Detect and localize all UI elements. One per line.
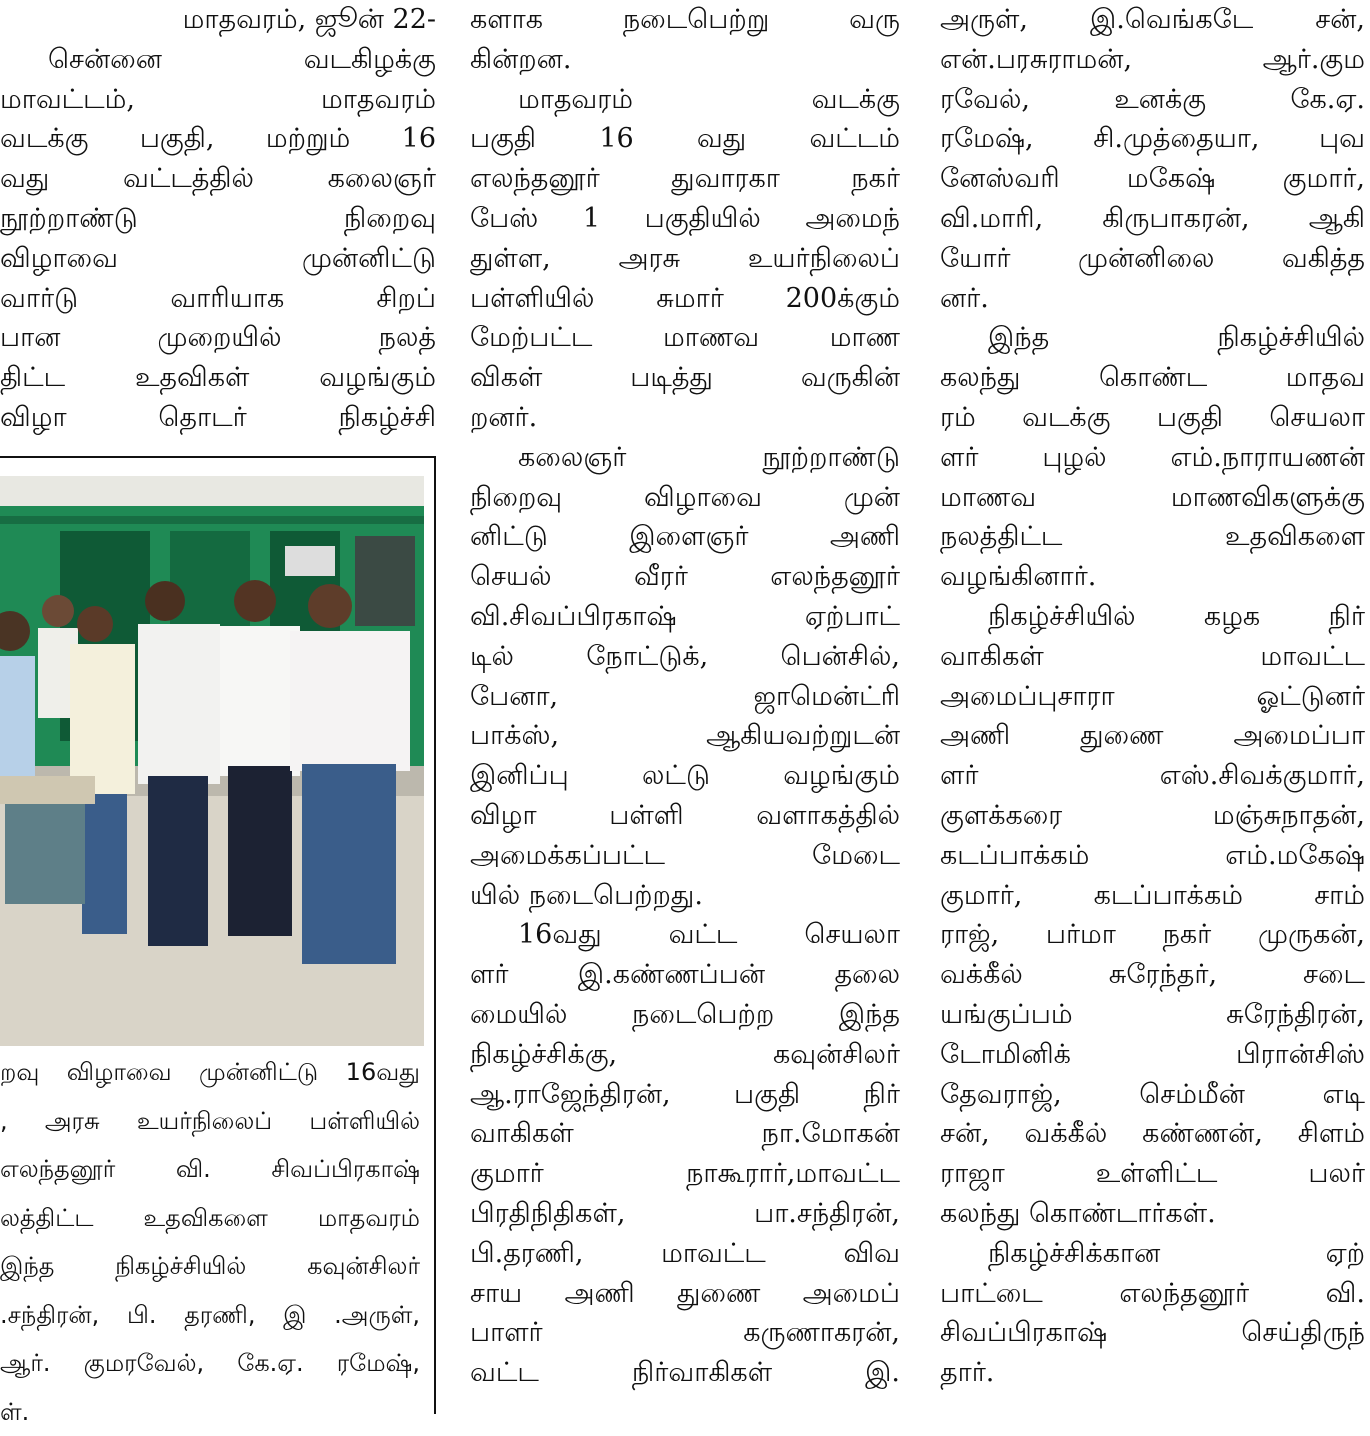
text-line: மையில் நடைபெற்ற இந்த	[470, 995, 900, 1035]
text-line: பான முறையில் நலத்	[0, 318, 436, 358]
caption-line: , அரசு உயர்நிலைப் பள்ளியில்	[0, 1097, 420, 1146]
caption-line: எலந்தனூர் வி. சிவப்பிரகாஷ்	[0, 1145, 420, 1194]
text-line: னர்.	[940, 279, 1365, 319]
text-line: ரம் வடக்கு பகுதி செயலா	[940, 398, 1365, 438]
text-line: டில் நோட்டுக், பென்சில்,	[470, 637, 900, 677]
caption-line: றவு விழாவை முன்னிட்டு 16வது	[0, 1048, 420, 1097]
text-line: கடப்பாக்கம் எம்.மகேஷ்	[940, 836, 1365, 876]
text-line: வடக்கு பகுதி, மற்றும் 16	[0, 119, 436, 159]
text-line: கலந்து கொண்டார்கள்.	[940, 1194, 1365, 1234]
text-line: குமார், கடப்பாக்கம் சாம்	[940, 876, 1365, 916]
photo-caption	[0, 1048, 420, 1436]
column-2-lines	[470, 0, 900, 1393]
text-line: சன், வக்கீல் கண்ணன், சிளம்	[940, 1114, 1365, 1154]
text-line: கின்றன.	[470, 40, 900, 80]
text-line: களாக நடைபெற்று வரு	[470, 0, 900, 40]
text-line: எலந்தனூர் துவாரகா நகர்	[470, 159, 900, 199]
text-line: என்.பரசுராமன், ஆர்.கும	[940, 40, 1365, 80]
text-line: 16வது வட்ட செயலா	[470, 915, 900, 955]
text-line: இனிப்பு லட்டு வழங்கும்	[470, 756, 900, 796]
text-line: செயல் வீரர் எலந்தனூர்	[470, 557, 900, 597]
text-line: வக்கீல் சுரேந்தர், சடை	[940, 955, 1365, 995]
text-line: ரமேஷ், சி.முத்தையா, புவ	[940, 119, 1365, 159]
photo-box	[0, 456, 436, 1414]
text-line: விகள் படித்து வருகின்	[470, 358, 900, 398]
text-line: அமைப்புசாரா ஓட்டுனர்	[940, 677, 1365, 717]
text-line: விழாவை முன்னிட்டு	[0, 239, 436, 279]
article-column-3	[940, 0, 1365, 1393]
text-line: கலைஞர் நூற்றாண்டு	[470, 438, 900, 478]
text-line: னிட்டு இளைஞர் அணி	[470, 517, 900, 557]
caption-line: ஆர். குமரவேல், கே.ஏ. ரமேஷ்,	[0, 1339, 420, 1388]
text-line: விழா பள்ளி வளாகத்தில்	[470, 796, 900, 836]
text-line: மாவட்டம், மாதவரம்	[0, 80, 436, 120]
text-line: அணி துணை அமைப்பா	[940, 716, 1365, 756]
text-line: வது வட்டத்தில் கலைஞர்	[0, 159, 436, 199]
text-line: இந்த நிகழ்ச்சியில்	[940, 318, 1365, 358]
dateline: மாதவரம், ஜூன் 22-	[0, 0, 436, 40]
text-line: றனர்.	[470, 398, 900, 438]
text-line: னேஸ்வரி மகேஷ் குமார்,	[940, 159, 1365, 199]
text-line: அமைக்கப்பட்ட மேடை	[470, 836, 900, 876]
text-line: ளர் புழல் எம்.நாராயணன்	[940, 438, 1365, 478]
text-line: பள்ளியில் சுமார் 200க்கும்	[470, 279, 900, 319]
caption-line: இந்த நிகழ்ச்சியில் கவுன்சிலர்	[0, 1242, 420, 1291]
article-column-2	[470, 0, 900, 1393]
text-line: நிகழ்ச்சிக்கு, கவுன்சிலர்	[470, 1035, 900, 1075]
text-line: நிகழ்ச்சியில் கழக நிர்	[940, 597, 1365, 637]
text-line: பேனா, ஜாமென்ட்ரி	[470, 677, 900, 717]
text-line: அருள், இ.வெங்கடே சன்,	[940, 0, 1365, 40]
column-1-lines	[0, 0, 436, 438]
text-line: விழா தொடர் நிகழ்ச்சி	[0, 398, 436, 438]
caption-line: ள்.	[0, 1388, 420, 1436]
text-line: சென்னை வடகிழக்கு	[0, 40, 436, 80]
text-line: ஆ.ராஜேந்திரன், பகுதி நிர்	[470, 1075, 900, 1115]
text-line: வழங்கினார்.	[940, 557, 1365, 597]
photo-illustration	[0, 476, 424, 1046]
caption-line: .சந்திரன், பி. தரணி, இ .அருள்,	[0, 1291, 420, 1340]
text-line: பாட்டை எலந்தனூர் வி.	[940, 1274, 1365, 1314]
column-3-lines	[940, 0, 1365, 1393]
text-line: யோர் முன்னிலை வகித்த	[940, 239, 1365, 279]
text-line: மாணவ மாணவிகளுக்கு	[940, 478, 1365, 518]
text-line: நலத்திட்ட உதவிகளை	[940, 517, 1365, 557]
text-line: ராஜா உள்ளிட்ட பலர்	[940, 1154, 1365, 1194]
text-line: குமார் நாகூரார்,மாவட்ட	[470, 1154, 900, 1194]
text-line: பேஸ் 1 பகுதியில் அமைந்	[470, 199, 900, 239]
text-line: மேற்பட்ட மாணவ மாண	[470, 318, 900, 358]
text-line: வாகிகள் நா.மோகன்	[470, 1114, 900, 1154]
text-line: கலந்து கொண்ட மாதவ	[940, 358, 1365, 398]
text-line: தேவராஜ், செம்மீன் எடி	[940, 1075, 1365, 1115]
text-line: திட்ட உதவிகள் வழங்கும்	[0, 358, 436, 398]
text-line: யங்குப்பம் சுரேந்திரன்,	[940, 995, 1365, 1035]
text-line: பாளர் கருணாகரன்,	[470, 1313, 900, 1353]
text-line: டோமினிக் பிரான்சிஸ்	[940, 1035, 1365, 1075]
text-line: ராஜ், பர்மா நகர் முருகன்,	[940, 915, 1365, 955]
text-line: வட்ட நிர்வாகிகள் இ.	[470, 1353, 900, 1393]
text-line: சாய அணி துணை அமைப்	[470, 1274, 900, 1314]
text-line: நூற்றாண்டு நிறைவு	[0, 199, 436, 239]
text-line: பிரதிநிதிகள், பா.சந்திரன்,	[470, 1194, 900, 1234]
news-photo	[0, 476, 424, 1046]
text-line: வி.மாரி, கிருபாகரன், ஆகி	[940, 199, 1365, 239]
text-line: வி.சிவப்பிரகாஷ் ஏற்பாட்	[470, 597, 900, 637]
text-line: நிறைவு விழாவை முன்	[470, 478, 900, 518]
text-line: வார்டு வாரியாக சிறப்	[0, 279, 436, 319]
caption-line: லத்திட்ட உதவிகளை மாதவரம்	[0, 1194, 420, 1243]
text-line: தார்.	[940, 1353, 1365, 1393]
text-line: பகுதி 16 வது வட்டம்	[470, 119, 900, 159]
text-line: பி.தரணி, மாவட்ட விவ	[470, 1234, 900, 1274]
text-line: யில் நடைபெற்றது.	[470, 876, 900, 916]
text-line: நிகழ்ச்சிக்கான ஏற்	[940, 1234, 1365, 1274]
text-line: வாகிகள் மாவட்ட	[940, 637, 1365, 677]
article-column-1	[0, 0, 436, 438]
text-line: மாதவரம் வடக்கு	[470, 80, 900, 120]
text-line: குளக்கரை மஞ்சுநாதன்,	[940, 796, 1365, 836]
text-line: சிவப்பிரகாஷ் செய்திருந்	[940, 1313, 1365, 1353]
text-line: பாக்ஸ், ஆகியவற்றுடன்	[470, 716, 900, 756]
text-line: துள்ள, அரசு உயர்நிலைப்	[470, 239, 900, 279]
text-line: ரவேல், உனக்கு கே.ஏ.	[940, 80, 1365, 120]
text-line: ளர் எஸ்.சிவக்குமார்,	[940, 756, 1365, 796]
text-line: ளர் இ.கண்ணப்பன் தலை	[470, 955, 900, 995]
